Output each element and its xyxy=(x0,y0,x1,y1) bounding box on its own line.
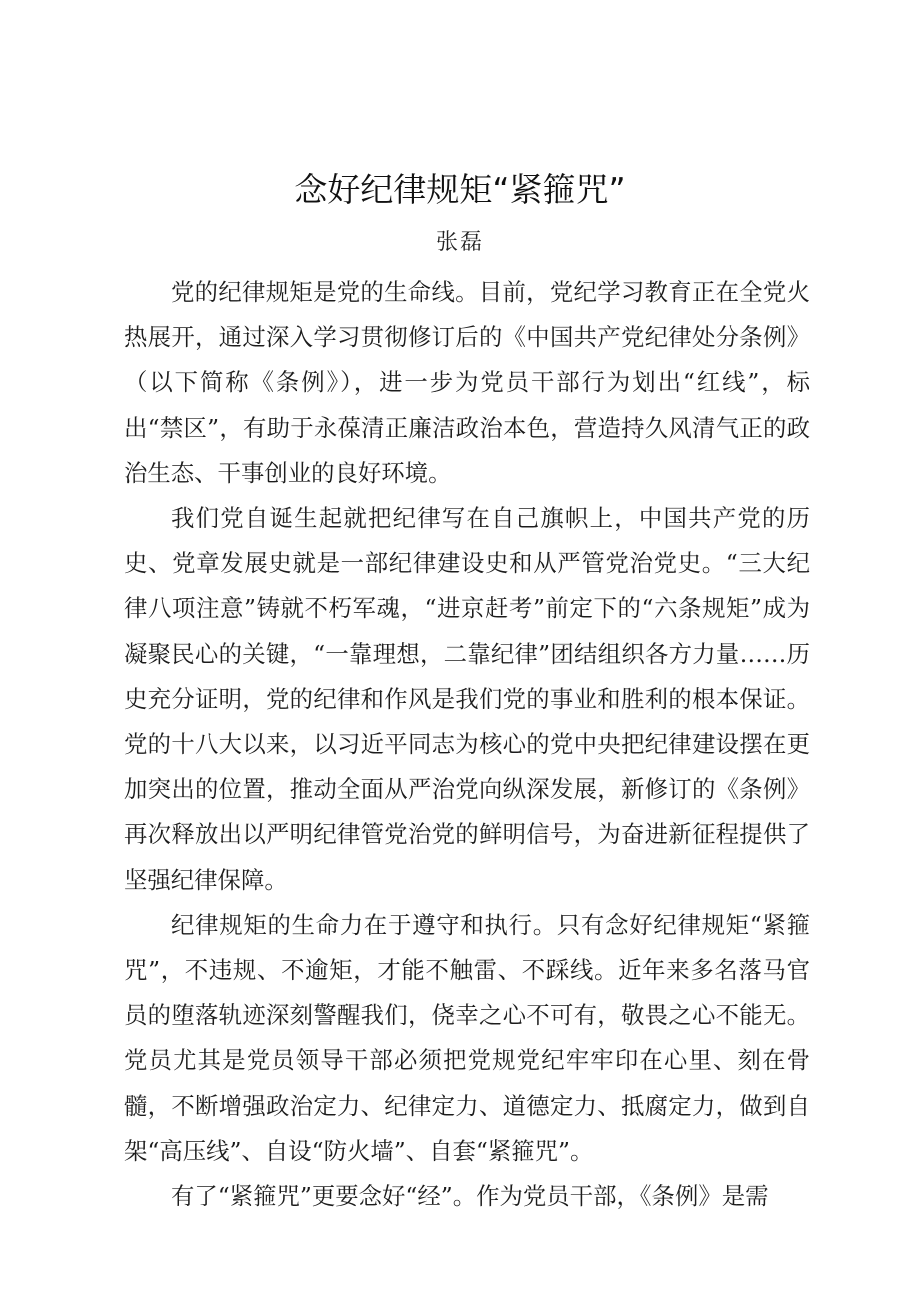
paragraph: 有了“紧箍咒”更要念好“经”。作为党员干部，《条例》是需 xyxy=(171,1182,769,1211)
paragraph: 纪律规矩的生命力在于遵守和执行。只有念好纪律规矩“紧箍咒”，不违规、不逾矩，才能不触雷、不踩线。近年来多名落马官员的堕落轨迹深刻警醒我们，侥幸之心不可有，敬畏之心不能无。党员尤其是党员领导干部必须把党规党纪牢牢印在心里、刻在骨髓，不断增强政治定力、纪律定力、道德定力、抵腐定力，做到自架“高压线”、自设“防火墙”、自套“紧箍咒”。 xyxy=(124,910,810,1165)
article-author: 张磊 xyxy=(435,230,484,255)
article-title: 念好纪律规矩“紧箍咒” xyxy=(294,170,626,209)
article-body xyxy=(124,270,810,1219)
paragraph: 我们党自诞生起就把纪律写在自己旗帜上，中国共产党的历史、党章发展史就是一部纪律建设史和从严管党治党史。“三大纪律八项注意”铸就不朽军魂，“进京赶考”前定下的“六条规矩”成为凝聚民心的关键，“一靠理想，二靠纪律”团结组织各方力量……历史充分证明，党的纪律和作风是我们党的事业和胜利的根本保证。党的十八大以来，以习近平同志为核心的党中央把纪律建设摆在更加突出的位置，推动全面从严治党向纵深发展，新修订的《条例》再次释放出以严明纪律管党治党的鲜明信号，为奋进新征程提供了坚强纪律保障。 xyxy=(124,504,810,894)
paragraph: 党的纪律规矩是党的生命线。目前，党纪学习教育正在全党火热展开，通过深入学习贯彻修订后的《中国共产党纪律处分条例》（以下简称《条例》），进一步为党员干部行为划出“红线”，标出“禁区”，有助于永葆清正廉洁政治本色，营造持久风清气正的政治生态、干事创业的良好环境。 xyxy=(124,278,810,487)
